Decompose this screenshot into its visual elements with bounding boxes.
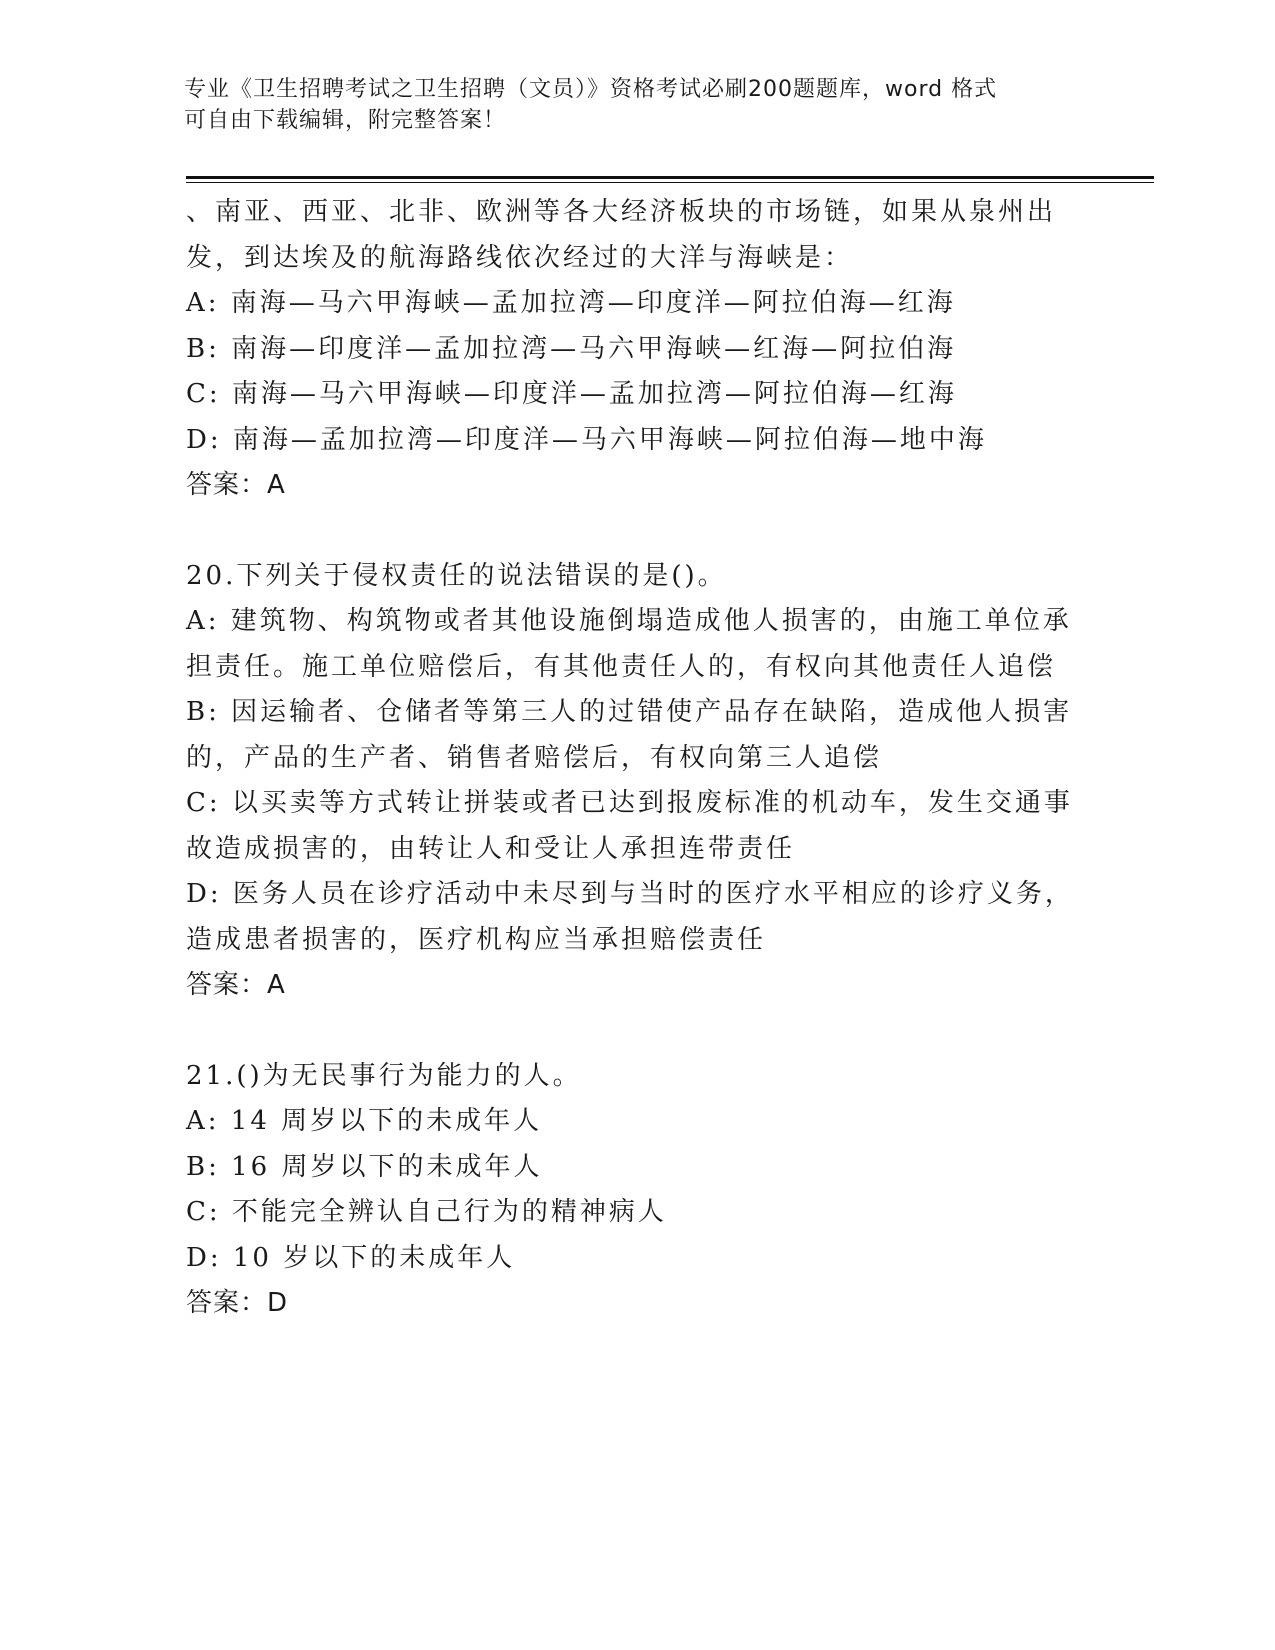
question-21 bbox=[186, 1054, 1086, 1327]
question-20-option-d-line-1: D: 医务人员在诊疗活动中未尽到与当时的医疗水平相应的诊疗义务， bbox=[186, 879, 1074, 909]
question-19-option-d: D: 南海—孟加拉湾—印度洋—马六甲海峡—阿拉伯海—地中海 bbox=[186, 424, 987, 455]
question-20-option-c-line-1: C: 以买卖等方式转让拼装或者已达到报废标准的机动车，发生交通事 bbox=[186, 788, 1073, 818]
question-19-stem-line-1: 、南亚、西亚、北非、欧洲等各大经济板块的市场链，如果从泉州出 bbox=[186, 197, 1057, 227]
question-21-option-b: B: 16 周岁以下的未成年人 bbox=[186, 1151, 543, 1182]
header-title-line-2: 可自由下载编辑，附完整答案！ bbox=[184, 108, 507, 133]
question-19-option-b: B: 南海—印度洋—孟加拉湾—马六甲海峡—红海—阿拉伯海 bbox=[186, 333, 957, 364]
question-21-option-a: A: 14 周岁以下的未成年人 bbox=[186, 1106, 543, 1136]
question-20-answer: 答案：A bbox=[186, 970, 286, 1000]
question-19-stem-line-2: 发，到达埃及的航海路线依次经过的大洋与海峡是： bbox=[186, 242, 854, 273]
question-19 bbox=[186, 190, 1086, 509]
question-20-option-c-line-2: 故造成损害的，由转让人和受让人承担连带责任 bbox=[186, 833, 796, 864]
question-20-stem: 20.下列关于侵权责任的说法错误的是()。 bbox=[186, 560, 727, 591]
header-divider-thick bbox=[186, 176, 1154, 179]
question-21-option-d: D: 10 岁以下的未成年人 bbox=[186, 1242, 516, 1273]
question-20-option-d-line-2: 造成患者损害的，医疗机构应当承担赔偿责任 bbox=[186, 924, 767, 955]
question-21-stem: 21.()为无民事行为能力的人。 bbox=[186, 1060, 582, 1091]
question-20-option-b-line-2: 的，产品的生产者、销售者赔偿后，有权向第三人追偿 bbox=[186, 742, 883, 773]
question-20-option-b-line-1: B: 因运输者、仓储者等第三人的过错使产品存在缺陷，造成他人损害 bbox=[186, 697, 1073, 727]
question-20-option-a-line-2: 担责任。施工单位赔偿后，有其他责任人的，有权向其他责任人追偿 bbox=[186, 651, 1057, 682]
question-19-option-a: A: 南海—马六甲海峡—孟加拉湾—印度洋—阿拉伯海—红海 bbox=[186, 288, 956, 318]
question-19-answer: 答案：A bbox=[186, 470, 286, 500]
question-list bbox=[186, 190, 1086, 1327]
question-20-option-a-line-1: A: 建筑物、构筑物或者其他设施倒塌造成他人损害的，由施工单位承 bbox=[186, 606, 1072, 636]
document-header bbox=[184, 74, 1084, 136]
question-20 bbox=[186, 554, 1086, 1009]
question-21-answer: 答案：D bbox=[186, 1288, 289, 1318]
question-21-option-c: C: 不能完全辨认自己行为的精神病人 bbox=[186, 1197, 667, 1227]
header-divider-thin bbox=[186, 182, 1154, 183]
question-19-option-c: C: 南海—马六甲海峡—印度洋—孟加拉湾—阿拉伯海—红海 bbox=[186, 379, 957, 409]
header-title-line-1: 专业《卫生招聘考试之卫生招聘（文员）》资格考试必刷200题题库，word 格式 bbox=[184, 77, 998, 102]
